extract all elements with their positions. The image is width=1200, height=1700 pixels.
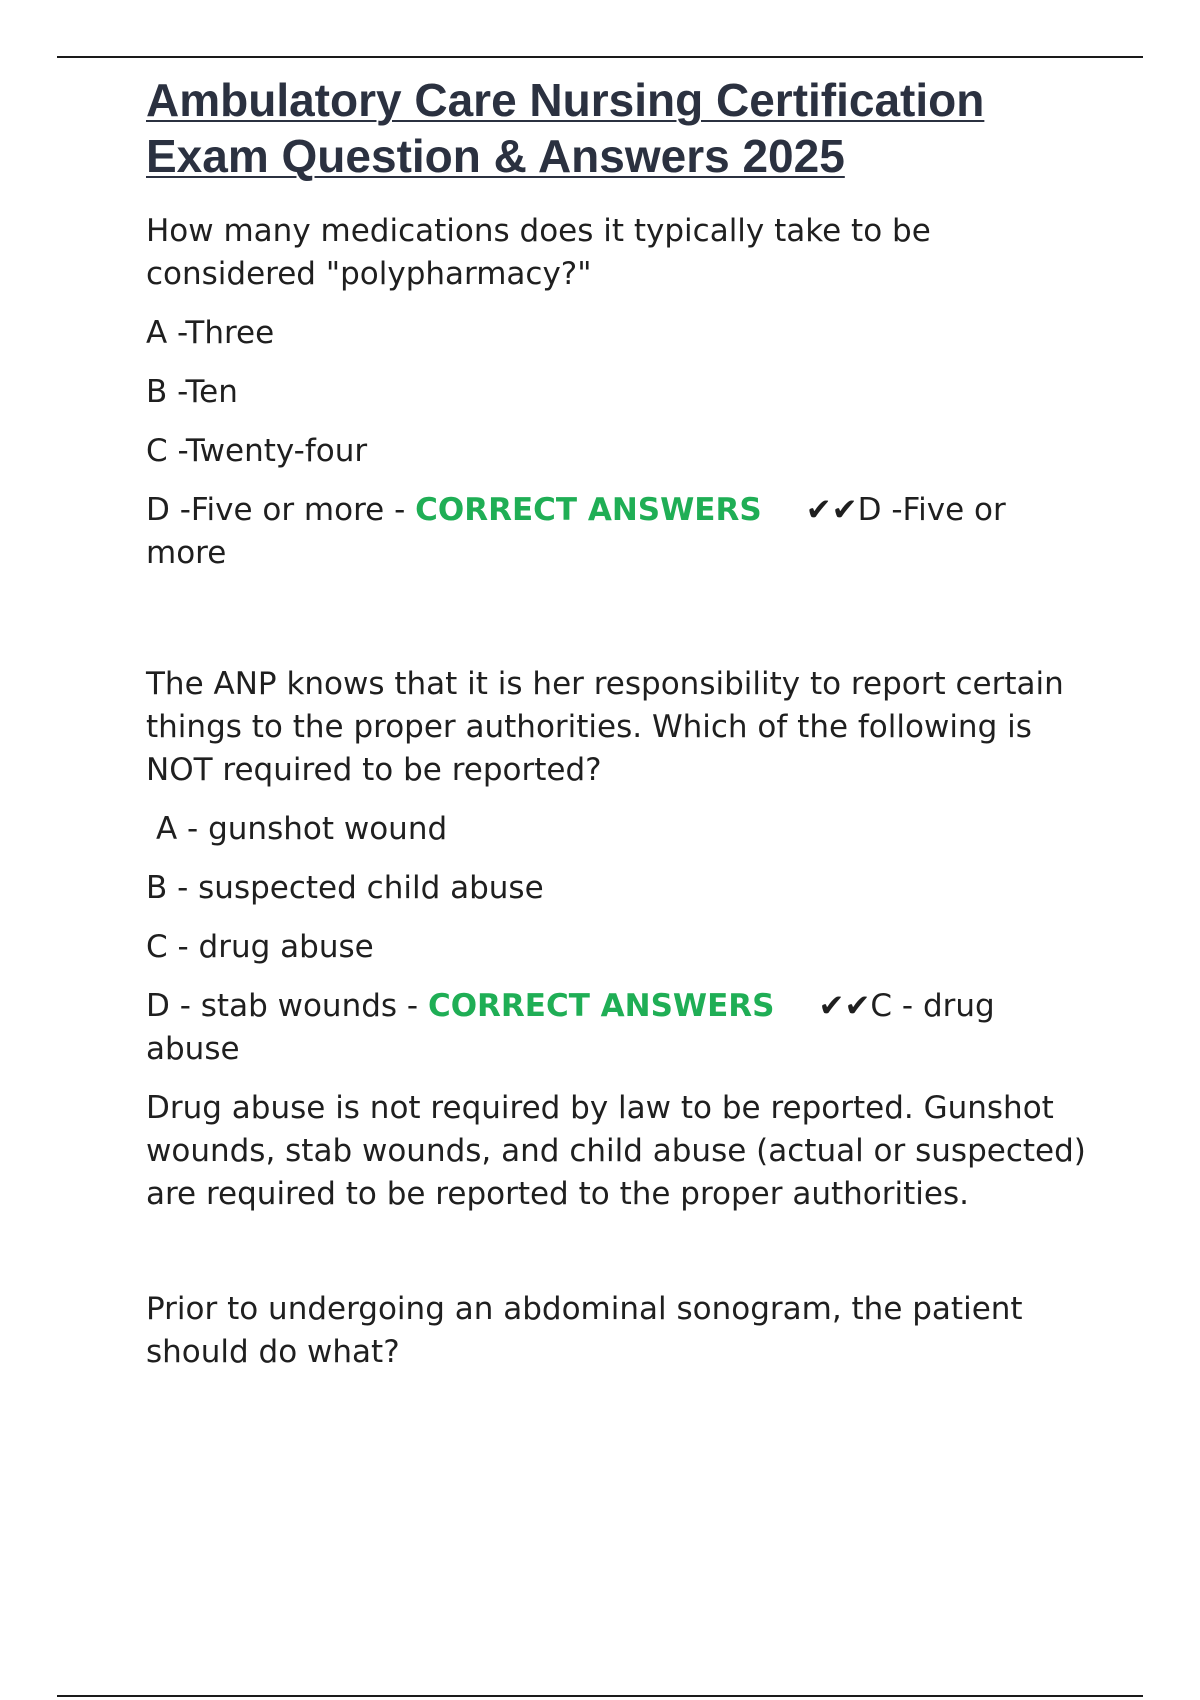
option-a: A -Three <box>146 315 275 351</box>
question-text: Prior to undergoing an abdominal sonogram, the patient should do what? <box>146 1291 1023 1370</box>
title-line-1: Ambulatory Care Nursing Certification <box>146 74 985 126</box>
correct-answers-label: CORRECT ANSWERS <box>415 492 762 528</box>
question-block-3 <box>146 1288 1086 1374</box>
spacer <box>146 1232 1086 1288</box>
answer-line <box>146 489 1086 575</box>
answer-line <box>146 985 1086 1071</box>
question-text: The ANP knows that it is her responsibility to report certain things to the proper authorities. Which of the following is NOT required to be reported? <box>146 666 1064 788</box>
correct-answer-text: ✔✔D -Five or more <box>146 492 1006 571</box>
document-body <box>146 72 1086 1390</box>
option-c: C - drug abuse <box>146 929 374 965</box>
correct-answer-text: ✔✔C - drug abuse <box>146 988 995 1067</box>
option-b: B -Ten <box>146 374 238 410</box>
top-divider <box>57 56 1143 58</box>
title-line-2: Exam Question & Answers 2025 <box>146 130 845 182</box>
answer-explanation: Drug abuse is not required by law to be reported. Gunshot wounds, stab wounds, and child abuse (actual or suspected) are required to be reported to the proper authorities. <box>146 1090 1086 1212</box>
spacer <box>146 591 1086 663</box>
question-block-2 <box>146 663 1086 1216</box>
bottom-divider <box>57 1695 1143 1697</box>
option-b: B - suspected child abuse <box>146 870 544 906</box>
option-c: C -Twenty-four <box>146 433 368 469</box>
option-d: D -Five or more - <box>146 492 416 528</box>
question-text: How many medications does it typically take to be considered "polypharmacy?" <box>146 213 931 292</box>
question-block-1 <box>146 210 1086 575</box>
correct-answers-label: CORRECT ANSWERS <box>427 988 775 1024</box>
option-d: D - stab wounds - <box>146 988 428 1024</box>
document-title <box>146 72 1086 184</box>
option-a: A - gunshot wound <box>156 811 448 847</box>
